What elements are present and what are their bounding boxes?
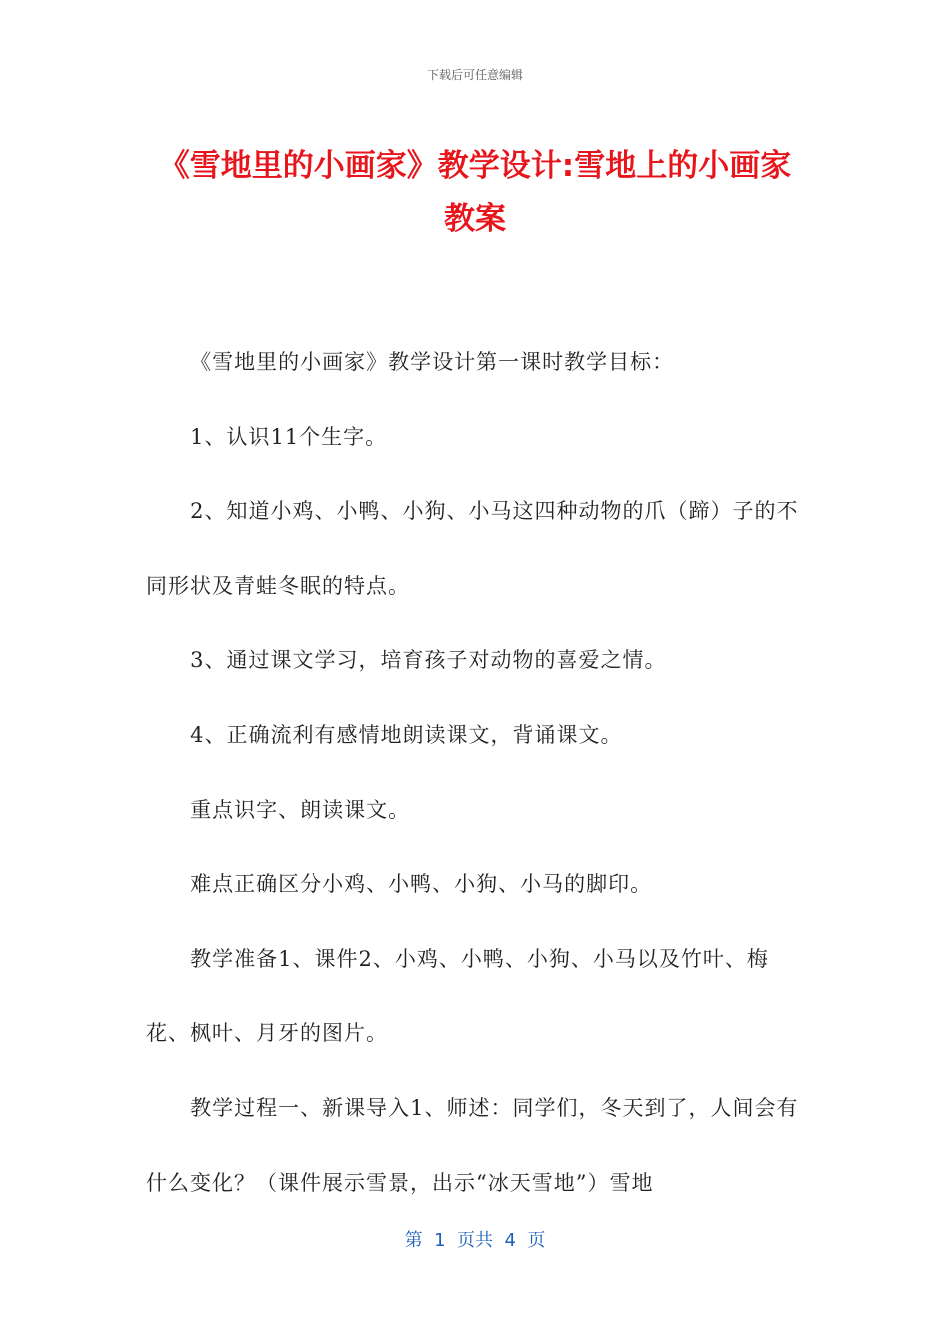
- paragraph: 《雪地里的小画家》教学设计第一课时教学目标：: [190, 350, 675, 374]
- document-title: 《雪地里的小画家》教学设计:雪地上的小画家教案: [158, 148, 792, 237]
- paragraph: 4、正确流利有感情地朗读课文，背诵课文。: [190, 722, 623, 747]
- paragraph: 1、认识11个生字。: [190, 424, 388, 449]
- document-body: [146, 325, 806, 1220]
- header-note: 下载后可任意编辑: [426, 68, 523, 82]
- paragraph: 2、知道小鸡、小鸭、小狗、小马这四种动物的爪（蹄）子的不同形状及青蛙冬眠的特点。: [146, 499, 799, 598]
- paragraph: 3、通过课文学习，培育孩子对动物的喜爱之情。: [190, 648, 667, 673]
- paragraph: 重点识字、朗读课文。: [190, 797, 411, 822]
- page-number: 第 1 页共 4 页: [404, 1230, 546, 1251]
- paragraph: 教学过程一、新课导入1、师述：同学们，冬天到了，人间会有什么变化？（课件展示雪景，出示“冰天雪地”）雪地: [146, 1095, 799, 1195]
- paragraph: 难点正确区分小鸡、小鸭、小狗、小马的脚印。: [190, 872, 653, 897]
- paragraph: 教学准备1、课件2、小鸡、小鸭、小狗、小马以及竹叶、梅花、枫叶、月牙的图片。: [146, 946, 769, 1046]
